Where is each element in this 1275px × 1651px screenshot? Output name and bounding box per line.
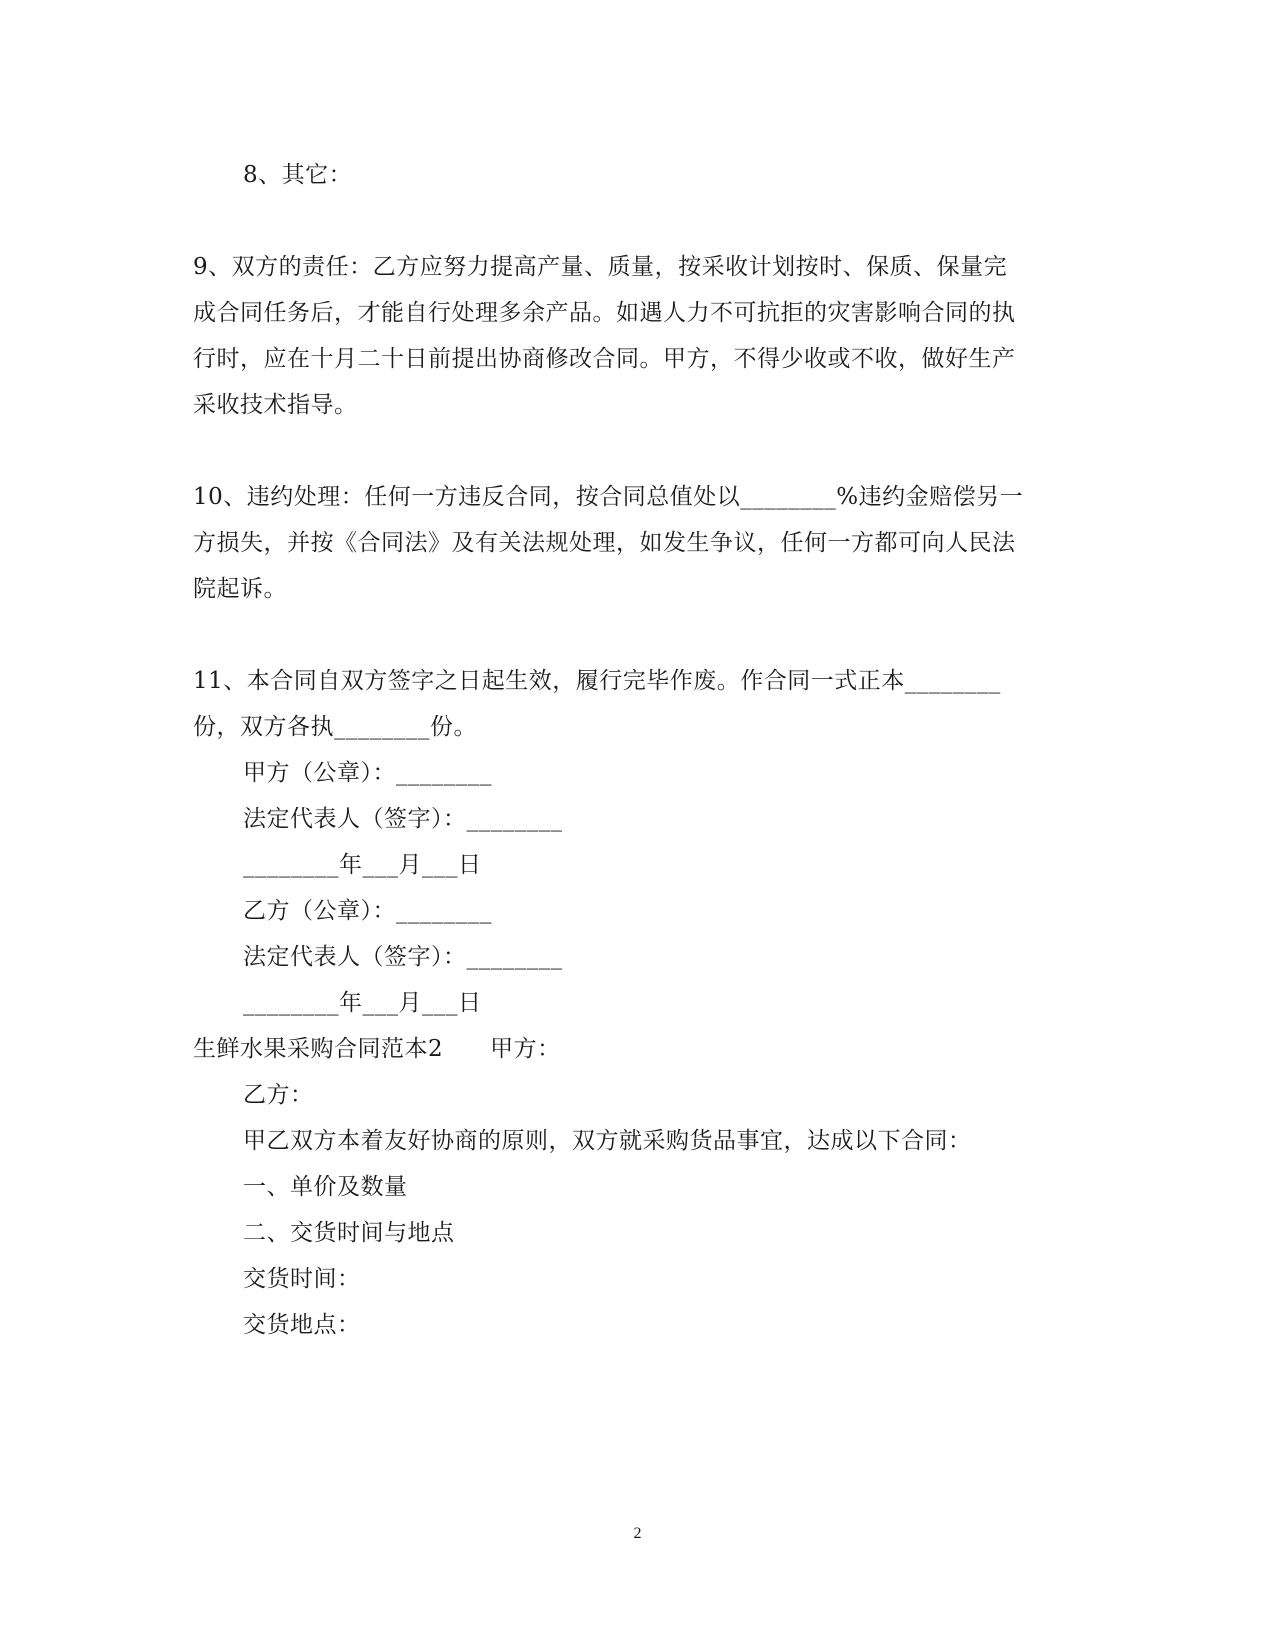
- party-b-date: ________年___月___日: [243, 990, 482, 1016]
- delivery-place: 交货地点：: [243, 1312, 361, 1338]
- party-b-seal: 乙方（公章）：________: [243, 898, 492, 924]
- section-unit-price: 一、单价及数量: [243, 1174, 408, 1200]
- clause-9-line-2: 成合同任务后，才能自行处理多余产品。如遇人力不可抗拒的灾害影响合同的执: [193, 300, 1016, 326]
- contract-2-preamble: 甲乙双方本着友好协商的原则，双方就采购货品事宜，达成以下合同：: [243, 1128, 972, 1154]
- clause-9-line-3: 行时，应在十月二十日前提出协商修改合同。甲方，不得少收或不收，做好生产: [193, 346, 1016, 372]
- clause-9-line-4: 采收技术指导。: [193, 392, 358, 418]
- contract-2-party-b: 乙方：: [243, 1082, 314, 1108]
- clause-10-line-1: 10、违约处理：任何一方违反合同，按合同总值处以________%违约金赔偿另一: [193, 484, 1024, 510]
- contract-2-title: 生鲜水果采购合同范本2 甲方：: [193, 1036, 561, 1062]
- clause-11-line-2: 份，双方各执________份。: [193, 714, 477, 740]
- delivery-time: 交货时间：: [243, 1266, 361, 1292]
- clause-10-line-3: 院起诉。: [193, 576, 287, 602]
- clause-11-line-1: 11、本合同自双方签字之日起生效，履行完毕作废。作合同一式正本________: [193, 668, 1001, 694]
- clause-9-line-1: 9、双方的责任：乙方应努力提高产量、质量，按采收计划按时、保质、保量完: [193, 254, 1008, 280]
- party-b-representative: 法定代表人（签字）：________: [243, 944, 563, 970]
- party-a-representative: 法定代表人（签字）：________: [243, 806, 563, 832]
- section-delivery: 二、交货时间与地点: [243, 1220, 455, 1246]
- party-a-seal: 甲方（公章）：________: [243, 760, 492, 786]
- page-number: 2: [633, 1525, 642, 1542]
- party-a-date: ________年___月___日: [243, 852, 482, 878]
- clause-10-line-2: 方损失，并按《合同法》及有关法规处理，如发生争议，任何一方都可向人民法: [193, 530, 1016, 556]
- clause-8: 8、其它：: [243, 162, 353, 188]
